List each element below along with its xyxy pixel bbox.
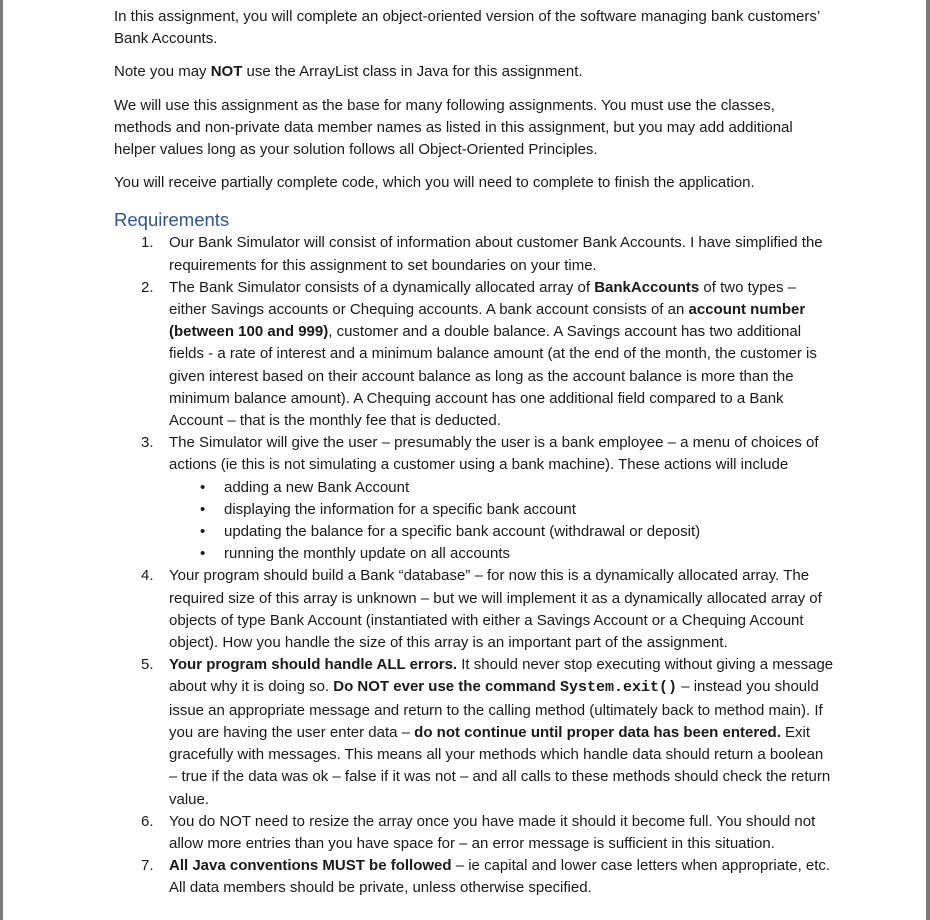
requirement-text-e: , customer and a double balance. A Savings account has two additional fields - a rate of interest and a minimum balance amount (at the end of the month, the customer is given interest based on their account balance as long as the account balance is more than the minimum balance amount). A Chequing account has one additional field compared to a Bank Account – that is the monthly fee that is deducted. [169,323,817,430]
requirement-text-b: – ie capital and lower case letters when appropriate, etc. All data members should be private, unless otherwise specified. [169,857,831,897]
requirement-number: 5. [141,656,154,674]
requirements-list [114,232,834,899]
requirement-bold-handle-errors: Your program should handle ALL errors. [169,656,458,674]
bullet-icon: • [200,545,206,563]
requirement-item-6 [114,811,834,855]
requirement-text: Our Bank Simulator will consist of information about customer Bank Accounts. I have simplified the requirements for this assignment to set boundaries on your time. [169,234,823,274]
requirement-text: Your program should build a Bank “database” – for now this is a dynamically allocated array. The required size of this array is unknown – but we will implement it as a dynamically allocated array of objects of type Bank Account (instantiated with either a Savings Account or a Chequing Account object). How you handle the size of this array is an important part of the assignment. [169,567,822,652]
code-system-exit: System.exit() [560,679,678,697]
requirement-bold-do-not-exit: Do NOT ever use the command [333,678,560,696]
left-page-border [0,0,3,920]
requirement-text-a: The Bank Simulator consists of a dynamically allocated array of [169,278,595,296]
intro-paragraph-3: We will use this assignment as the base for many following assignments. You must use the classes, methods and non-private data member names as listed in this assignment, but you may add additional helper values long as your solution follows all Object-Oriented Principles. [114,96,793,159]
actions-bullet-list [169,477,834,566]
requirement-bold-proper-data: do not continue until proper data has been entered. [414,723,781,741]
requirement-item-3 [114,432,834,565]
requirement-text: The Simulator will give the user – presumably the user is a bank employee – a menu of choices of actions (ie this is not simulating a customer using a bank machine). These actions will include [169,434,819,474]
requirement-bold-java-conventions: All Java conventions MUST be followed [169,857,452,875]
list-item [169,499,834,521]
requirement-number: 2. [141,278,154,296]
bullet-icon: • [200,523,206,541]
intro-paragraph-1: In this assignment, you will complete an object-oriented version of the software managing bank customers’ Bank Accounts. [114,8,820,48]
requirement-item-7 [114,855,834,899]
requirements-heading: Requirements [114,209,230,231]
action-text: running the monthly update on all accounts [224,545,511,563]
requirement-bold-bankaccounts: BankAccounts [594,278,700,296]
requirement-item-2 [114,277,834,432]
intro-p2-bold: NOT [210,63,243,81]
requirement-item-5 [114,654,834,810]
intro-p2-text-c: use the ArrayList class in Java for this assignment. [242,63,583,81]
action-text: displaying the information for a specific bank account [224,500,576,518]
intro-paragraph-2 [114,61,834,83]
list-item [169,521,834,543]
list-item [169,477,834,499]
requirement-bold-account-number: account number (between 100 and 999) [169,301,806,341]
document-body [114,6,834,900]
requirement-text: You do NOT need to resize the array once you have made it should it become full. You should not allow more entries than you have space for – an error message is sufficient in this situation. [169,812,816,852]
requirement-number: 7. [141,857,154,875]
requirement-item-4 [114,565,834,654]
requirement-text-d: – instead you should issue an appropriate message and return to the calling method (ultimately back to method main). If you are having the user enter data – [169,678,823,741]
requirement-text-f: Exit gracefully with messages. This means all your methods which handle data should return a boolean – true if the data was ok – false if it was not – and all calls to these methods should check the return value. [169,723,831,808]
requirement-number: 4. [141,567,154,585]
requirement-text-c: of two types – either Savings accounts or Chequing accounts. A bank account consists of an [169,278,796,319]
list-item [169,543,834,565]
requirement-number: 1. [141,234,154,252]
requirement-number: 3. [141,434,154,452]
requirement-text-b: It should never stop executing without giving a message about why it is doing so. [169,656,834,696]
bullet-icon: • [200,478,206,496]
requirement-item-1 [114,232,834,276]
action-text: adding a new Bank Account [224,478,410,496]
action-text: updating the balance for a specific bank account (withdrawal or deposit) [224,523,701,541]
intro-p2-text-a: Note you may [114,63,211,81]
requirement-number: 6. [141,812,154,830]
bullet-icon: • [200,500,206,518]
right-scrollbar-edge [926,0,930,920]
intro-paragraph-4: You will receive partially complete code, which you will need to complete to finish the application. [114,174,755,192]
